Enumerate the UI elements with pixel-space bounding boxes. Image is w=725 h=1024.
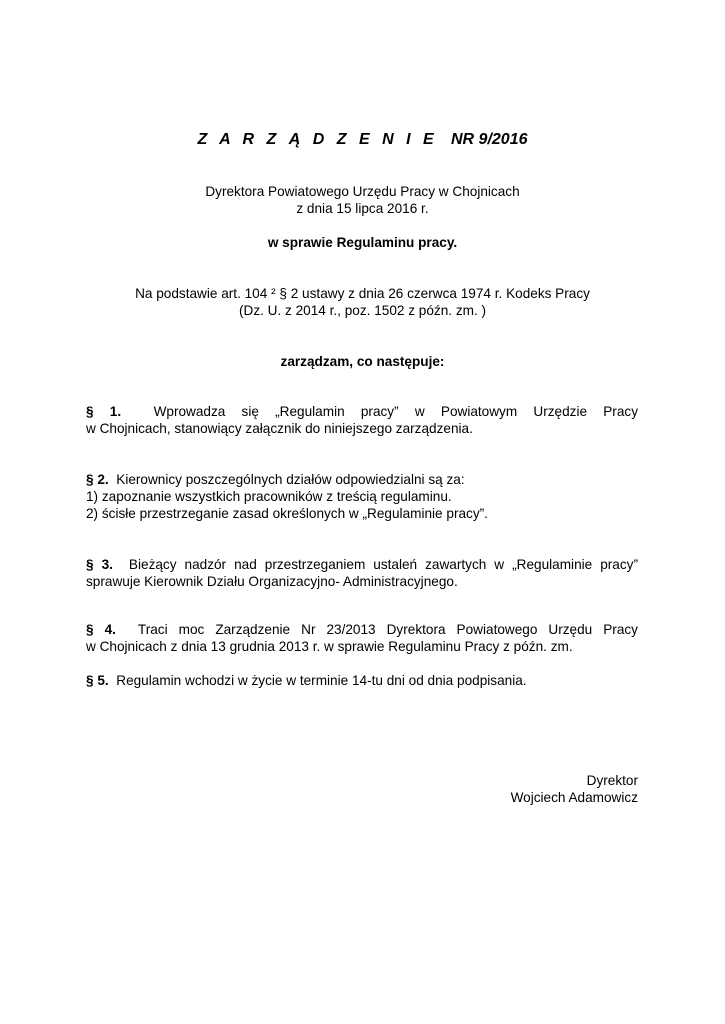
section-1-mark: § 1. <box>86 404 122 419</box>
issuer: Dyrektora Powiatowego Urzędu Pracy w Chojnicach <box>205 184 520 199</box>
section-5 <box>86 672 638 689</box>
section-1-line2: w Chojnicach, stanowiący załącznik do niniejszego zarządzenia. <box>86 421 473 436</box>
subject: w sprawie Regulaminu pracy. <box>267 235 458 250</box>
section-2-mark: § 2. <box>86 472 109 487</box>
issue-date: z dnia 15 lipca 2016 r. <box>296 201 429 216</box>
issuer-block <box>60 183 665 217</box>
section-3-mark: § 3. <box>86 557 113 572</box>
section-1 <box>86 403 638 437</box>
section-3 <box>86 556 638 590</box>
signature-block <box>511 772 638 806</box>
signature-role: Dyrektor <box>586 773 638 788</box>
legal-basis-line2: (Dz. U. z 2014 r., poz. 1502 z późn. zm. ) <box>238 303 487 318</box>
section-3-text1: Bieżący nadzór nad przestrzeganiem ustaleń zawartych w „Regulaminie pracy” <box>128 557 638 572</box>
document-title <box>60 131 665 149</box>
section-2-line1 <box>86 471 638 488</box>
legal-basis <box>60 285 665 319</box>
section-4-line2: w Chojnicach z dnia 13 grudnia 2013 r. w sprawie Regulaminu Pracy z późn. zm. <box>86 639 573 654</box>
section-1-text1: Wprowadza się „Regulamin pracy” w Powiatowym Urzędzie Pracy <box>153 404 638 419</box>
section-2-item1: 1) zapoznanie wszystkich pracowników z treścią regulaminu. <box>86 489 452 504</box>
section-2-text1: Kierownicy poszczególnych działów odpowiedzialni są za: <box>116 472 465 487</box>
section-5-text1: Regulamin wchodzi w życie w terminie 14-tu dni od dnia podpisania. <box>116 673 527 688</box>
section-2-item2: 2) ścisłe przestrzeganie zasad określonych w „Regulaminie pracy”. <box>86 506 488 521</box>
section-1-line1 <box>86 403 638 420</box>
section-3-line1 <box>86 556 638 573</box>
section-3-line2: sprawuje Kierownik Działu Organizacyjno- Administracyjnego. <box>86 574 458 589</box>
signature-name: Wojciech Adamowicz <box>510 790 638 805</box>
title-number: NR 9/2016 <box>451 131 528 148</box>
section-4-mark: § 4. <box>86 622 116 637</box>
title-word: Z A R Z Ą D Z E N I E <box>197 131 438 148</box>
section-5-mark: § 5. <box>86 673 109 688</box>
section-4 <box>86 621 638 655</box>
section-2 <box>86 471 638 522</box>
section-5-line1 <box>86 672 638 689</box>
section-4-line1 <box>86 621 638 638</box>
section-4-text1: Traci moc Zarządzenie Nr 23/2013 Dyrektora Powiatowego Urzędu Pracy <box>137 622 638 637</box>
decree-statement: zarządzam, co następuje: <box>280 354 445 369</box>
legal-basis-line1: Na podstawie art. 104 ² § 2 ustawy z dnia 26 czerwca 1974 r. Kodeks Pracy <box>135 286 590 301</box>
